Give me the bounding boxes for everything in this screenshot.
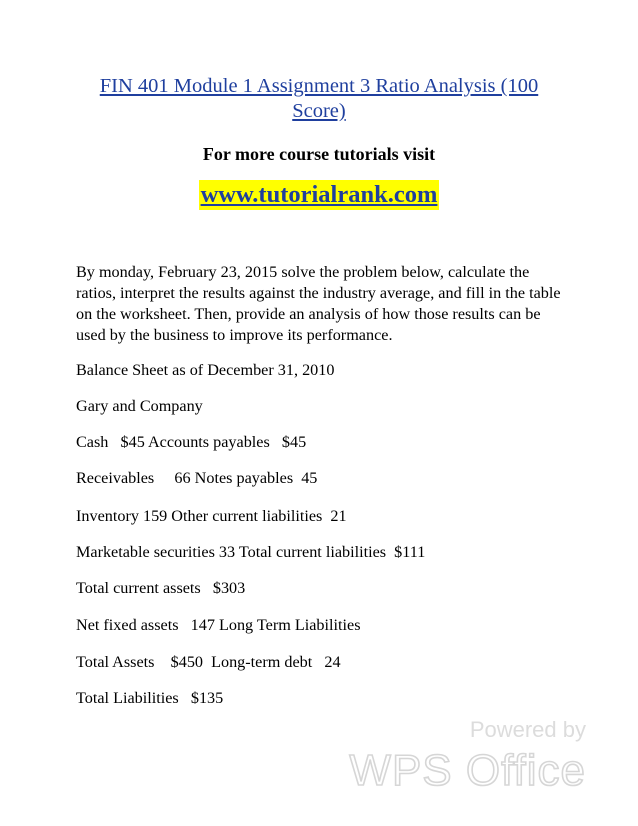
- line-total-liabilities: Total Liabilities $135: [76, 689, 224, 707]
- line-total-current-assets: Total current assets $303: [76, 579, 246, 597]
- line-receivables: Receivables 66 Notes payables 45: [76, 469, 318, 487]
- title-line-2[interactable]: Score): [292, 100, 346, 122]
- line-inventory: Inventory 159 Other current liabilities 21: [76, 507, 347, 525]
- intro-paragraph: By monday, February 23, 2015 solve the problem below, calculate the ratios, interpret the results against the industry average, and fill in the table on the worksheet. Then, provide an analysis of how those results can be used by the business to improve its performance.: [76, 263, 561, 344]
- line-total-assets: Total Assets $450 Long-term debt 24: [76, 653, 341, 671]
- line-marketable-securities: Marketable securities 33 Total current liabilities $111: [76, 543, 426, 561]
- line-cash: Cash $45 Accounts payables $45: [76, 433, 307, 451]
- website-container: [0, 180, 638, 210]
- watermark-brand: WPS Office: [349, 746, 586, 793]
- watermark-powered-by: Powered by: [469, 717, 586, 742]
- balance-sheet-heading: Balance Sheet as of December 31, 2010: [76, 361, 335, 379]
- document-title[interactable]: [0, 74, 638, 124]
- line-net-fixed-assets: Net fixed assets 147 Long Term Liabilities: [76, 616, 361, 634]
- wps-watermark-logo: [344, 713, 594, 793]
- title-line-1[interactable]: FIN 401 Module 1 Assignment 3 Ratio Analysis (100: [99, 75, 539, 97]
- company-name: Gary and Company: [76, 397, 203, 415]
- website-link[interactable]: www.tutorialrank.com: [200, 181, 438, 208]
- promo-text: For more course tutorials visit: [202, 144, 436, 164]
